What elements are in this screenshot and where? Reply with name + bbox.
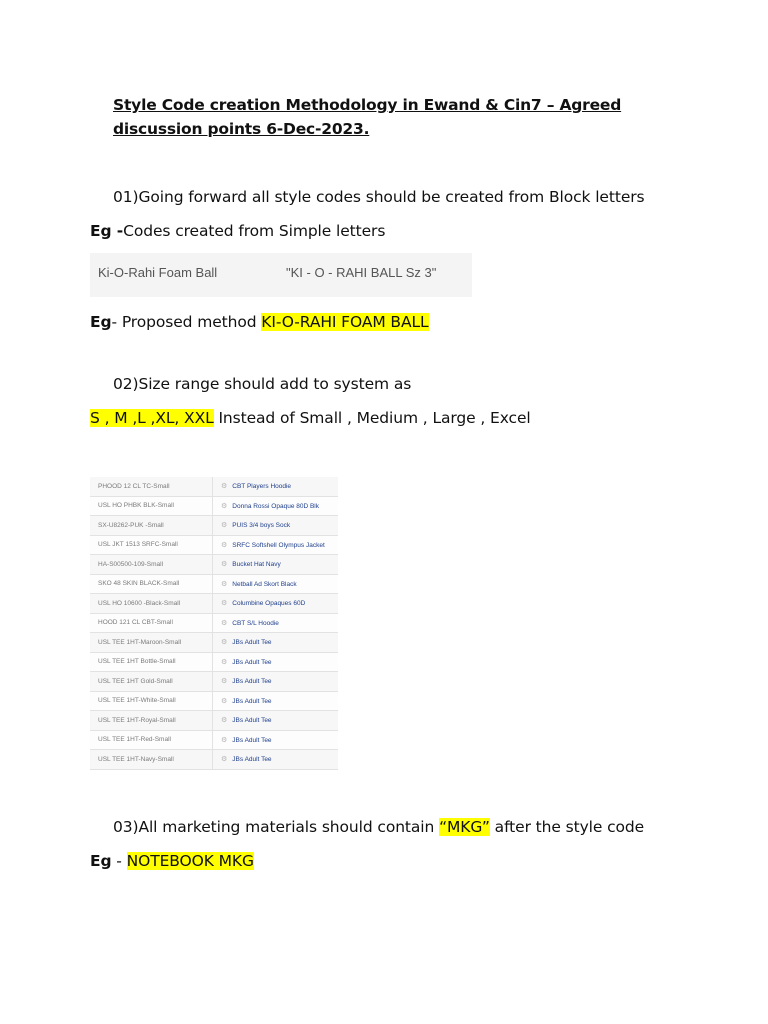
style-code-cell: USL TEE 1HT-White-Small bbox=[90, 691, 213, 711]
product-name-cell[interactable] bbox=[213, 633, 339, 653]
gear-icon: ⚙ bbox=[221, 483, 228, 491]
style-code-cell: HA-S00500-109-Small bbox=[90, 555, 213, 575]
document-title: Style Code creation Methodology in Ewand & Cin7 – Agreed discussion points 6-Dec-2023. bbox=[113, 96, 622, 138]
style-code-cell: SKO 48 SKIN BLACK-Small bbox=[90, 574, 213, 594]
style-code-cell: USL TEE 1HT-Navy-Small bbox=[90, 750, 213, 770]
table-row bbox=[90, 691, 338, 711]
product-name-cell[interactable] bbox=[213, 750, 339, 770]
sizes-line bbox=[90, 407, 531, 429]
example-1-line bbox=[90, 220, 385, 242]
product-name-cell[interactable] bbox=[213, 652, 339, 672]
sizes-highlight: S , M ,L ,XL, XXL bbox=[90, 409, 214, 427]
product-name-cell[interactable] bbox=[213, 574, 339, 594]
product-name-cell[interactable] bbox=[213, 594, 339, 614]
product-name-link[interactable]: JBs Adult Tee bbox=[232, 717, 272, 725]
eg-label: Eg bbox=[90, 222, 112, 240]
point-03-text: 03)All marketing materials should contain bbox=[113, 818, 440, 836]
style-code-cell: USL TEE 1HT Bottle-Small bbox=[90, 652, 213, 672]
product-name-cell[interactable] bbox=[213, 535, 339, 555]
table-row bbox=[90, 652, 338, 672]
eg-separator: - bbox=[111, 222, 124, 240]
table-row bbox=[90, 516, 338, 536]
gear-icon: ⚙ bbox=[221, 736, 228, 744]
table-row bbox=[90, 594, 338, 614]
sizes-text: Instead of Small , Medium , Large , Excel bbox=[213, 409, 531, 427]
product-name-link[interactable]: JBs Adult Tee bbox=[232, 736, 272, 744]
point-03 bbox=[113, 816, 644, 838]
table-row bbox=[90, 730, 338, 750]
product-name-link[interactable]: JBs Adult Tee bbox=[232, 697, 272, 705]
style-code-cell: USL TEE 1HT-Maroon-Small bbox=[90, 633, 213, 653]
style-code-cell: USL TEE 1HT-Red-Small bbox=[90, 730, 213, 750]
eg-separator: - bbox=[111, 313, 122, 331]
example-3-line bbox=[90, 850, 254, 872]
point-02: 02)Size range should add to system as bbox=[113, 375, 412, 393]
eg-text: Codes created from Simple letters bbox=[123, 222, 386, 240]
style-code-cell: USL HO PHBK BLK-Small bbox=[90, 496, 213, 516]
product-name-link[interactable]: PUIS 3/4 boys Sock bbox=[232, 522, 291, 530]
gear-icon: ⚙ bbox=[221, 639, 228, 647]
style-code-cell: SX-U8262-PUK -Small bbox=[90, 516, 213, 536]
product-name-link[interactable]: JBs Adult Tee bbox=[232, 639, 272, 647]
table-row bbox=[90, 555, 338, 575]
product-name-link[interactable]: CBT Players Hoodie bbox=[232, 483, 292, 491]
gear-icon: ⚙ bbox=[221, 678, 228, 686]
product-name-cell[interactable] bbox=[213, 613, 339, 633]
table-row bbox=[90, 750, 338, 770]
example-simple-code: "KI - O - RAHI BALL Sz 3" bbox=[286, 265, 437, 280]
product-name-cell[interactable] bbox=[213, 477, 339, 496]
gear-icon: ⚙ bbox=[221, 697, 228, 705]
style-code-cell: USL TEE 1HT Gold-Small bbox=[90, 672, 213, 692]
eg-separator: - bbox=[111, 852, 127, 870]
product-name-link[interactable]: CBT S/L Hoodie bbox=[232, 619, 279, 627]
gear-icon: ⚙ bbox=[221, 580, 228, 588]
gear-icon: ⚙ bbox=[221, 522, 228, 530]
gear-icon: ⚙ bbox=[221, 541, 228, 549]
table-row bbox=[90, 535, 338, 555]
product-name-cell[interactable] bbox=[213, 672, 339, 692]
eg-text: Proposed method bbox=[121, 313, 262, 331]
product-name-cell[interactable] bbox=[213, 691, 339, 711]
proposed-code-highlight: KI-O-RAHI FOAM BALL bbox=[261, 313, 429, 331]
product-name-link[interactable]: SRFC Softshell Olympus Jacket bbox=[232, 541, 325, 549]
product-name-link[interactable]: Donna Rossi Opaque 80D Blk bbox=[232, 502, 319, 510]
table-row bbox=[90, 633, 338, 653]
gear-icon: ⚙ bbox=[221, 502, 228, 510]
product-name-cell[interactable] bbox=[213, 730, 339, 750]
product-name-link[interactable]: JBs Adult Tee bbox=[232, 678, 272, 686]
example-simple-name: Ki-O-Rahi Foam Ball bbox=[98, 265, 218, 280]
table-row bbox=[90, 496, 338, 516]
style-code-cell: USL TEE 1HT-Royal-Small bbox=[90, 711, 213, 731]
product-name-cell[interactable] bbox=[213, 555, 339, 575]
eg-label: Eg bbox=[90, 313, 112, 331]
style-code-cell: HOOD 121 CL CBT-Small bbox=[90, 613, 213, 633]
product-name-cell[interactable] bbox=[213, 496, 339, 516]
gear-icon: ⚙ bbox=[221, 619, 228, 627]
gear-icon: ⚙ bbox=[221, 756, 228, 764]
product-name-cell[interactable] bbox=[213, 516, 339, 536]
gear-icon: ⚙ bbox=[221, 561, 228, 569]
table-row bbox=[90, 477, 338, 496]
product-name-link[interactable]: JBs Adult Tee bbox=[232, 658, 272, 666]
table-row bbox=[90, 711, 338, 731]
example-code-image bbox=[90, 253, 472, 297]
notebook-mkg-highlight: NOTEBOOK MKG bbox=[126, 852, 254, 870]
style-code-cell: USL JKT 1513 SRFC-Small bbox=[90, 535, 213, 555]
product-name-link[interactable]: Bucket Hat Navy bbox=[232, 561, 281, 569]
product-name-cell[interactable] bbox=[213, 711, 339, 731]
example-2-line bbox=[90, 311, 429, 333]
table-row bbox=[90, 672, 338, 692]
table-row bbox=[90, 574, 338, 594]
product-name-link[interactable]: Columbine Opaques 60D bbox=[232, 600, 306, 608]
style-code-cell: PHOOD 12 CL TC-Small bbox=[90, 477, 213, 496]
gear-icon: ⚙ bbox=[221, 717, 228, 725]
product-name-link[interactable]: Netball Ad Skort Black bbox=[232, 580, 297, 588]
table-row bbox=[90, 613, 338, 633]
eg-label: Eg bbox=[90, 852, 112, 870]
size-code-table bbox=[90, 477, 338, 770]
gear-icon: ⚙ bbox=[221, 658, 228, 666]
product-name-link[interactable]: JBs Adult Tee bbox=[232, 756, 272, 764]
gear-icon: ⚙ bbox=[221, 600, 228, 608]
mkg-highlight: “MKG” bbox=[439, 818, 490, 836]
style-code-cell: USL HO 10600 -Black-Small bbox=[90, 594, 213, 614]
point-03-after: after the style code bbox=[489, 818, 645, 836]
point-01: 01)Going forward all style codes should be created from Block letters bbox=[113, 188, 645, 206]
